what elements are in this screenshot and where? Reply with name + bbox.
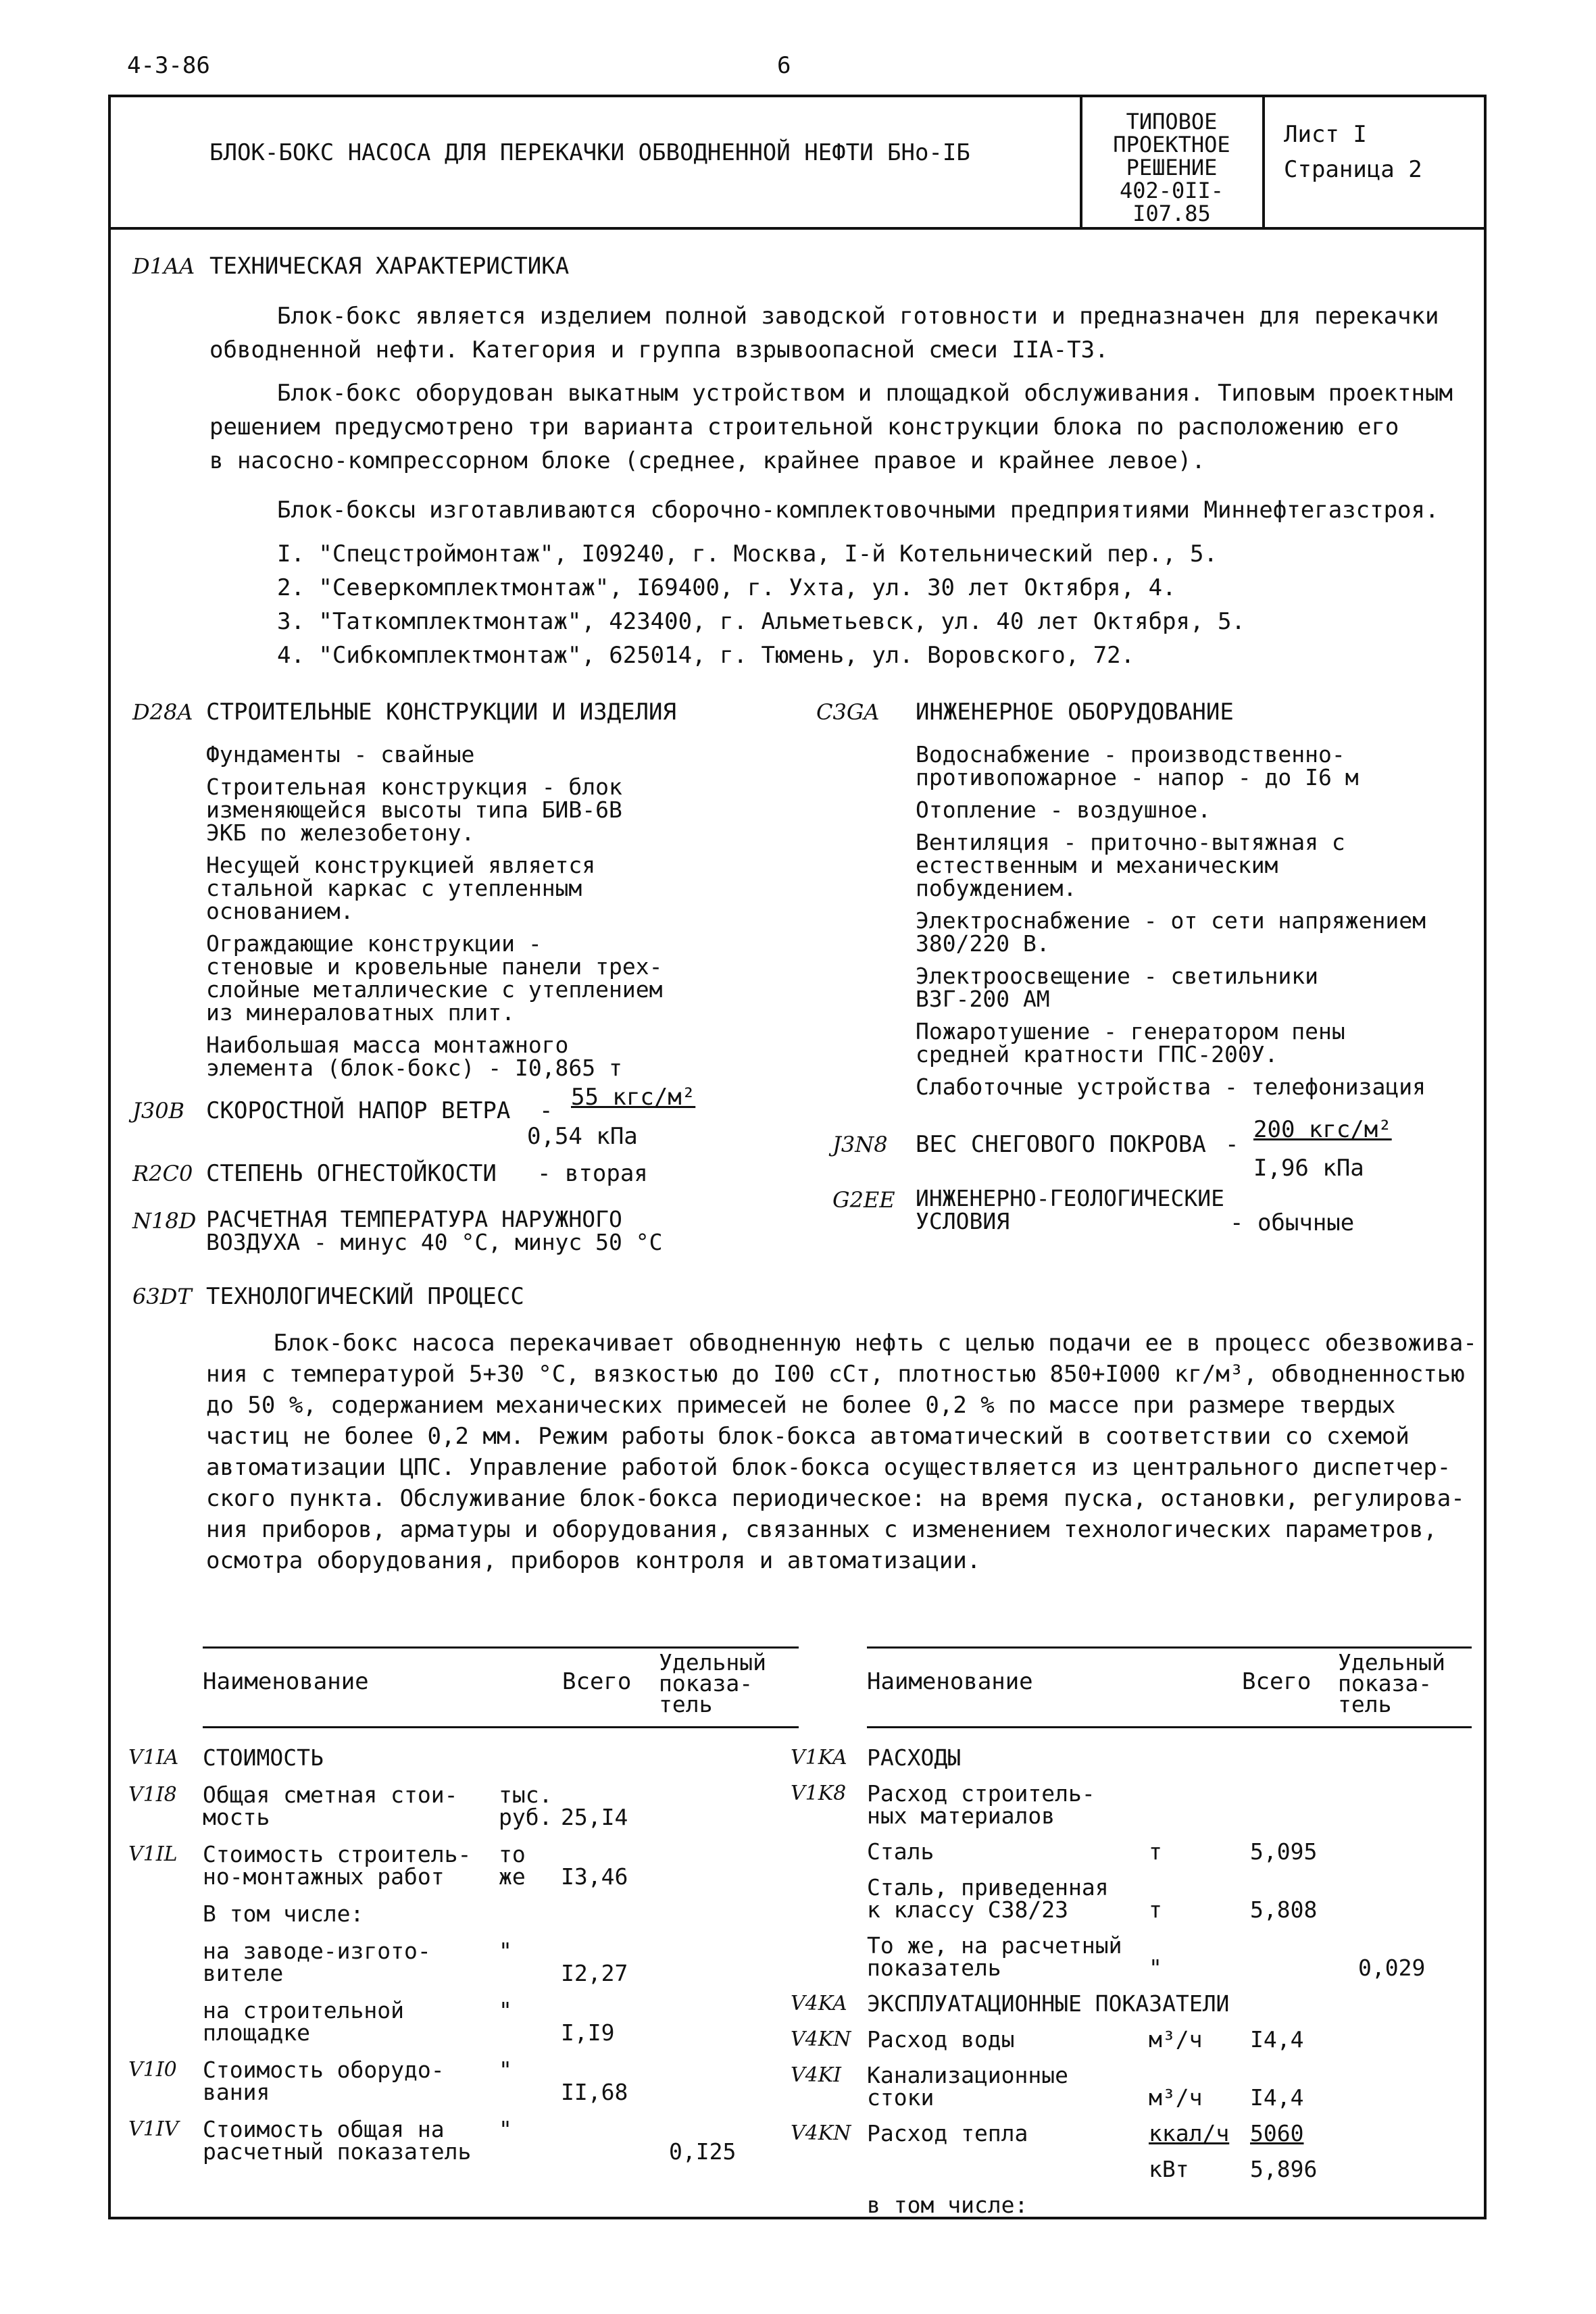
construct-line: ЭКБ по железобетону.	[206, 820, 475, 846]
tech-p2-line-1: Блок-бокс оборудован выкатным устройством и площадкой обслуживания. Типовым проектным	[277, 380, 1453, 407]
document-code: 4-3-86	[127, 52, 210, 79]
construct-item	[206, 932, 814, 1024]
row-unit	[499, 1784, 552, 1828]
left-col-spec-line: тель	[659, 1691, 713, 1717]
tech-p1-line-1: Блок-бокс является изделием полной заводской готовности и предназначен для перекачки	[277, 303, 1439, 330]
construct-line: Строительная конструкция - блок	[206, 774, 622, 800]
process-line: ского пункта. Обслуживание блок-бокса периодическое: на время пуска, остановки, регулирова-	[206, 1485, 1465, 1512]
right-col-spec	[1338, 1649, 1445, 1717]
construct-heading: СТРОИТЕЛЬНЫЕ КОНСТРУКЦИИ И ИЗДЕЛИЯ	[206, 699, 676, 726]
row-name-line: РАСХОДЫ	[867, 1744, 962, 1771]
section-code-snow: J3N8	[832, 1132, 888, 1157]
row-code: V4KN	[791, 2028, 851, 2051]
manufacturer-list	[277, 537, 1245, 672]
row-unit: "	[1149, 1955, 1162, 1981]
right-table-top-rule	[867, 1646, 1472, 1649]
geo-block	[916, 1187, 1224, 1233]
row-name-line: Сталь, приведенная	[867, 1874, 1109, 1901]
table-row	[128, 1999, 804, 2059]
row-code: V1I8	[128, 1783, 177, 1807]
engineering-line: Вентиляция - приточно-вытяжная с	[916, 829, 1345, 855]
row-name-line: Расход тепла	[867, 2120, 1028, 2146]
row-name-line: Стоимость общая на	[203, 2116, 445, 2142]
row-total: 25,I4	[561, 1804, 628, 1830]
page-label: Страница 2	[1284, 156, 1422, 183]
engineering-line: Электроосвещение - светильники	[916, 963, 1319, 989]
row-name	[203, 1843, 471, 1888]
table-row	[128, 1784, 804, 1843]
row-code: V1IL	[128, 1842, 178, 1866]
table-row	[791, 2158, 1480, 2194]
row-unit-line: "	[499, 1997, 512, 2023]
engineering-line: 380/220 В.	[916, 930, 1050, 957]
row-unit: кВт	[1149, 2156, 1189, 2182]
row-name-line: Общая сметная стои-	[203, 1782, 458, 1808]
header-divider-2	[1262, 95, 1265, 228]
construct-line: основанием.	[206, 898, 354, 924]
row-name	[867, 1840, 934, 1863]
engineering-item	[916, 1076, 1476, 1099]
right-table-header-rule	[867, 1726, 1472, 1728]
row-total: I,I9	[561, 2019, 615, 2046]
header-bottom-rule	[108, 227, 1487, 230]
wind-dash: -	[539, 1097, 553, 1124]
wind-value-kpa: 0,54 кПа	[527, 1123, 638, 1150]
row-code: V1IA	[128, 1746, 179, 1769]
section-code-tech: D1AA	[132, 253, 195, 279]
row-name-line: Стоимость строитель-	[203, 1841, 472, 1867]
construct-item	[206, 743, 814, 766]
row-unit	[499, 1940, 512, 1962]
left-col-spec-line: показа-	[659, 1670, 753, 1696]
process-line: до 50 %, содержанием механических примесей не более 0,2 % по массе при размере твердых	[206, 1392, 1396, 1419]
row-code: V1I0	[128, 2058, 177, 2082]
row-name	[867, 1876, 1109, 1921]
row-name	[867, 2028, 1015, 2051]
row-name-line: но-монтажных работ	[203, 1863, 445, 1890]
row-unit	[499, 2118, 512, 2140]
table-row	[791, 1934, 1480, 1992]
page-number: 6	[777, 52, 791, 79]
construct-item	[206, 776, 814, 845]
construct-item	[206, 854, 814, 923]
row-total: II,68	[561, 2079, 628, 2105]
sheet-label: Лист I	[1284, 121, 1367, 148]
row-unit	[499, 2059, 512, 2081]
right-col-name: Наименование	[867, 1668, 1033, 1695]
row-total: I4,4	[1250, 2026, 1304, 2053]
row-unit: т	[1149, 1896, 1162, 1923]
engineering-line: Электроснабжение - от сети напряжением	[916, 907, 1426, 934]
snow-dash: -	[1225, 1131, 1239, 1158]
table-row	[791, 2028, 1480, 2064]
process-line: осмотра оборудования, приборов контроля и автоматизации.	[206, 1547, 981, 1574]
list-item: 2. "Северкомплектмонтаж", I69400, г. Ухта, ул. 30 лет Октября, 4.	[277, 574, 1176, 601]
row-total: 5,808	[1250, 1896, 1318, 1923]
process-line: частиц не более 0,2 мм. Режим работы блок-бокса автоматический в соответствии со схемой	[206, 1423, 1410, 1450]
list-item: 4. "Сибкомплектмонтаж", 625014, г. Тюмень, ул. Воровского, 72.	[277, 642, 1135, 669]
tech-paragraph-3: Блок-боксы изготавливаются сборочно-комплектовочными предприятиями Миннефтегазстроя.	[277, 497, 1439, 524]
row-total: I4,4	[1250, 2084, 1304, 2111]
row-name-line: СТОИМОСТЬ	[203, 1744, 324, 1771]
row-name-line: вания	[203, 2079, 270, 2105]
row-total: I2,27	[561, 1960, 628, 1986]
row-total: 5,896	[1250, 2156, 1318, 2182]
engineering-item	[916, 1020, 1476, 1066]
snow-label: ВЕС СНЕГОВОГО ПОКРОВА	[916, 1131, 1206, 1158]
row-spec: 0,I25	[669, 2138, 737, 2165]
row-name-line: ных материалов	[867, 1803, 1055, 1829]
row-name	[203, 1784, 458, 1828]
row-unit-line: тыс.	[499, 1782, 553, 1808]
right-col-spec-line: показа-	[1338, 1670, 1432, 1696]
section-code-fire: R2C0	[132, 1161, 193, 1186]
row-name-line: Расход воды	[867, 2026, 1015, 2053]
row-unit-line: "	[499, 1938, 512, 1964]
row-name	[203, 1940, 431, 1984]
row-code: V4KN	[791, 2121, 851, 2145]
construct-line: стальной каркас с утепленным	[206, 875, 582, 901]
section-code-process: 63DT	[132, 1284, 192, 1309]
engineering-line: средней кратности ГПС-200У.	[916, 1041, 1278, 1067]
wind-value-kgs: 55 кгс/м²	[571, 1084, 696, 1111]
row-name	[867, 1782, 1095, 1827]
tpr-line-3: РЕШЕНИЕ	[1126, 155, 1218, 180]
table-row	[128, 1903, 804, 1940]
row-unit-line: же	[499, 1863, 526, 1890]
engineering-line: Отопление - воздушное.	[916, 797, 1212, 823]
row-name	[867, 1934, 1122, 1979]
temp-line-2: ВОЗДУХА - минус 40 °С, минус 50 °С	[206, 1229, 663, 1255]
geo-line-2: УСЛОВИЯ	[916, 1208, 1010, 1234]
row-unit: ккал/ч	[1149, 2120, 1230, 2146]
geo-value: - обычные	[1230, 1209, 1355, 1236]
table-row	[791, 1876, 1480, 1934]
row-name-line: мость	[203, 1804, 270, 1830]
engineering-line: противопожарное - напор - до I6 м	[916, 764, 1359, 790]
row-total: I3,46	[561, 1863, 628, 1890]
typical-project-block	[1082, 110, 1261, 225]
row-name-line: Канализационные	[867, 2062, 1069, 2088]
engineering-line: естественным и механическим	[916, 852, 1278, 878]
tech-paragraph-2	[209, 376, 1480, 478]
process-heading: ТЕХНОЛОГИЧЕСКИЙ ПРОЦЕСС	[206, 1283, 524, 1310]
tech-p2-line-3: в насосно-компрессорном блоке (среднее, крайнее правое и крайнее левое).	[209, 447, 1205, 474]
engineering-line: ВЗГ-200 АМ	[916, 986, 1050, 1012]
row-code: V4KA	[791, 1992, 847, 2015]
temp-line-1: РАСЧЕТНАЯ ТЕМПЕРАТУРА НАРУЖНОГО	[206, 1206, 622, 1232]
list-item: I. "Спецстроймонтаж", I09240, г. Москва, I-й Котельнический пер., 5.	[277, 540, 1218, 568]
document-title: БЛОК-БОКС НАСОСА ДЛЯ ПЕРЕКАЧКИ ОБВОДНЕННОЙ НЕФТИ БНо-IБ	[209, 139, 970, 166]
row-name-line: показатель	[867, 1955, 1001, 1981]
tech-paragraph-1	[209, 299, 1480, 367]
table-row	[128, 2118, 804, 2178]
engineering-line: Слаботочные устройства - телефонизация	[916, 1074, 1426, 1100]
row-unit	[499, 1999, 512, 2021]
table-row	[791, 2194, 1480, 2230]
row-total: 5060	[1250, 2120, 1304, 2146]
construct-line: из минераловатных плит.	[206, 999, 515, 1026]
row-unit-line: "	[499, 2057, 512, 2083]
row-name-line: В том числе:	[203, 1901, 364, 1927]
tpr-line-1: ТИПОВОЕ	[1126, 109, 1218, 134]
process-line: автоматизации ЦПС. Управление работой блок-бокса осуществляется из центрального диспетчер-	[206, 1454, 1451, 1481]
engineering-item	[916, 831, 1476, 900]
left-table-body	[128, 1746, 804, 2178]
row-name-line: Стоимость оборудо-	[203, 2057, 445, 2083]
right-col-spec-line: Удельный	[1338, 1649, 1445, 1676]
row-unit-line: руб.	[499, 1804, 553, 1830]
tech-heading: ТЕХНИЧЕСКАЯ ХАРАКТЕРИСТИКА	[209, 253, 570, 280]
wind-label: СКОРОСТНОЙ НАПОР ВЕТРА	[206, 1097, 511, 1124]
table-row	[791, 2064, 1480, 2122]
table-row	[791, 2122, 1480, 2158]
row-name	[203, 2118, 471, 2163]
right-col-total: Всего	[1242, 1668, 1312, 1695]
row-name	[203, 1903, 364, 1925]
construct-line: Несущей конструкцией является	[206, 852, 596, 878]
row-name	[867, 2122, 1028, 2144]
process-line: ния приборов, арматуры и оборудования, связанных с изменением технологических параметров,	[206, 1516, 1437, 1543]
row-name-line: То же, на расчетный	[867, 1932, 1122, 1959]
row-name-line: к классу С38/23	[867, 1896, 1069, 1923]
construct-line: изменяющейся высоты типа БИВ-6В	[206, 797, 622, 823]
row-code: V1K8	[791, 1782, 847, 1805]
row-name	[867, 1746, 961, 1769]
table-row	[791, 1746, 1480, 1782]
table-row	[128, 1940, 804, 1999]
left-col-spec-line: Удельный	[659, 1649, 766, 1676]
construct-list	[206, 743, 814, 1089]
right-table-body	[791, 1746, 1480, 2230]
engineering-line: Пожаротушение - генератором пены	[916, 1018, 1345, 1045]
left-col-name: Наименование	[203, 1668, 369, 1695]
snow-value-kgs: 200 кгс/м²	[1253, 1116, 1392, 1143]
row-code: V1KA	[791, 1746, 847, 1769]
engineering-item	[916, 909, 1476, 955]
row-total: 5,095	[1250, 1838, 1318, 1865]
construct-line: элемента (блок-бокс) - I0,865 т	[206, 1055, 622, 1081]
engineering-item	[916, 799, 1476, 822]
section-code-wind: J30B	[132, 1098, 185, 1124]
tpr-line-2: ПРОЕКТНОЕ	[1113, 132, 1230, 157]
left-table-header-rule	[203, 1726, 799, 1728]
row-name-line: расчетный показатель	[203, 2138, 472, 2165]
tech-p1-line-2: обводненной нефти. Категория и группа взрывоопасной смеси IIA-Т3.	[209, 336, 1109, 363]
left-col-total: Всего	[562, 1668, 632, 1695]
left-col-spec	[659, 1649, 766, 1717]
section-code-geo: G2EE	[832, 1187, 895, 1213]
row-name	[203, 1999, 404, 2044]
right-col-spec-line: тель	[1338, 1691, 1392, 1717]
row-unit	[499, 1843, 526, 1888]
construct-line: Ограждающие конструкции -	[206, 930, 542, 957]
row-code: V1IV	[128, 2117, 179, 2141]
row-name-line: вителе	[203, 1960, 284, 1986]
row-name-line: Сталь	[867, 1838, 934, 1865]
tech-p2-line-2: решением предусмотрено три варианта строительной конструкции блока по расположению его	[209, 413, 1399, 441]
row-name-line: Расход строитель-	[867, 1780, 1095, 1807]
section-code-temp: N18D	[132, 1208, 197, 1234]
row-name-line: в том числе:	[867, 2192, 1028, 2218]
engineering-item	[916, 743, 1476, 789]
row-unit: м³/ч	[1149, 2026, 1203, 2053]
row-name	[203, 2059, 445, 2103]
construct-item	[206, 1034, 814, 1080]
engineering-line: Водоснабжение - производственно-	[916, 741, 1345, 768]
tpr-number: 402-0II-I07.85	[1119, 178, 1224, 226]
row-spec: 0,029	[1358, 1955, 1426, 1981]
row-name	[867, 2194, 1028, 2216]
row-name-line: на строительной	[203, 1997, 405, 2023]
fire-label: СТЕПЕНЬ ОГНЕСТОЙКОСТИ	[206, 1160, 497, 1187]
construct-line: стеновые и кровельные панели трех-	[206, 953, 663, 980]
process-text	[206, 1328, 1483, 1576]
table-row	[791, 1992, 1480, 2028]
engineering-item	[916, 965, 1476, 1011]
row-name	[203, 1746, 324, 1769]
table-row	[128, 1746, 804, 1784]
process-line: ния с температурой 5+30 °С, вязкостью до I00 сСт, плотностью 850+I000 кг/м³, обводненностью	[206, 1361, 1465, 1388]
geo-line-1: ИНЖЕНЕРНО-ГЕОЛОГИЧЕСКИЕ	[916, 1185, 1224, 1211]
table-row	[128, 2059, 804, 2118]
list-item: 3. "Таткомплектмонтаж", 423400, г. Альметьевск, ул. 40 лет Октября, 5.	[277, 608, 1245, 635]
section-code-construct: D28A	[132, 699, 193, 725]
row-name-line: площадке	[203, 2019, 310, 2046]
row-unit-line: то	[499, 1841, 526, 1867]
construct-line: Фундаменты - свайные	[206, 741, 475, 768]
row-unit: т	[1149, 1838, 1162, 1865]
temp-block	[206, 1208, 663, 1254]
snow-value-kpa: I,96 кПа	[1253, 1155, 1364, 1182]
row-unit: м³/ч	[1149, 2084, 1203, 2111]
row-unit-line: "	[499, 2116, 512, 2142]
table-row	[791, 1840, 1480, 1876]
engineering-heading: ИНЖЕНЕРНОЕ ОБОРУДОВАНИЕ	[916, 699, 1234, 726]
row-name	[867, 1992, 1229, 2015]
row-code: V4KI	[791, 2063, 842, 2087]
table-row	[791, 1782, 1480, 1840]
left-table-top-rule	[203, 1646, 799, 1649]
row-name-line: стоки	[867, 2084, 934, 2111]
construct-line: Наибольшая масса монтажного	[206, 1032, 569, 1058]
row-name	[867, 2064, 1068, 2109]
fire-value: - вторая	[537, 1160, 648, 1187]
engineering-list	[916, 743, 1476, 1108]
engineering-line: побуждением.	[916, 875, 1077, 901]
table-row	[128, 1843, 804, 1903]
row-name-line: ЭКСПЛУАТАЦИОННЫЕ ПОКАЗАТЕЛИ	[867, 1990, 1230, 2017]
row-name-line: на заводе-изгото-	[203, 1938, 431, 1964]
section-code-engineering: C3GA	[816, 699, 880, 725]
process-line: Блок-бокс насоса перекачивает обводненную нефть с целью подачи ее в процесс обезвожива-	[274, 1330, 1477, 1357]
construct-line: слойные металлические с утеплением	[206, 976, 663, 1003]
